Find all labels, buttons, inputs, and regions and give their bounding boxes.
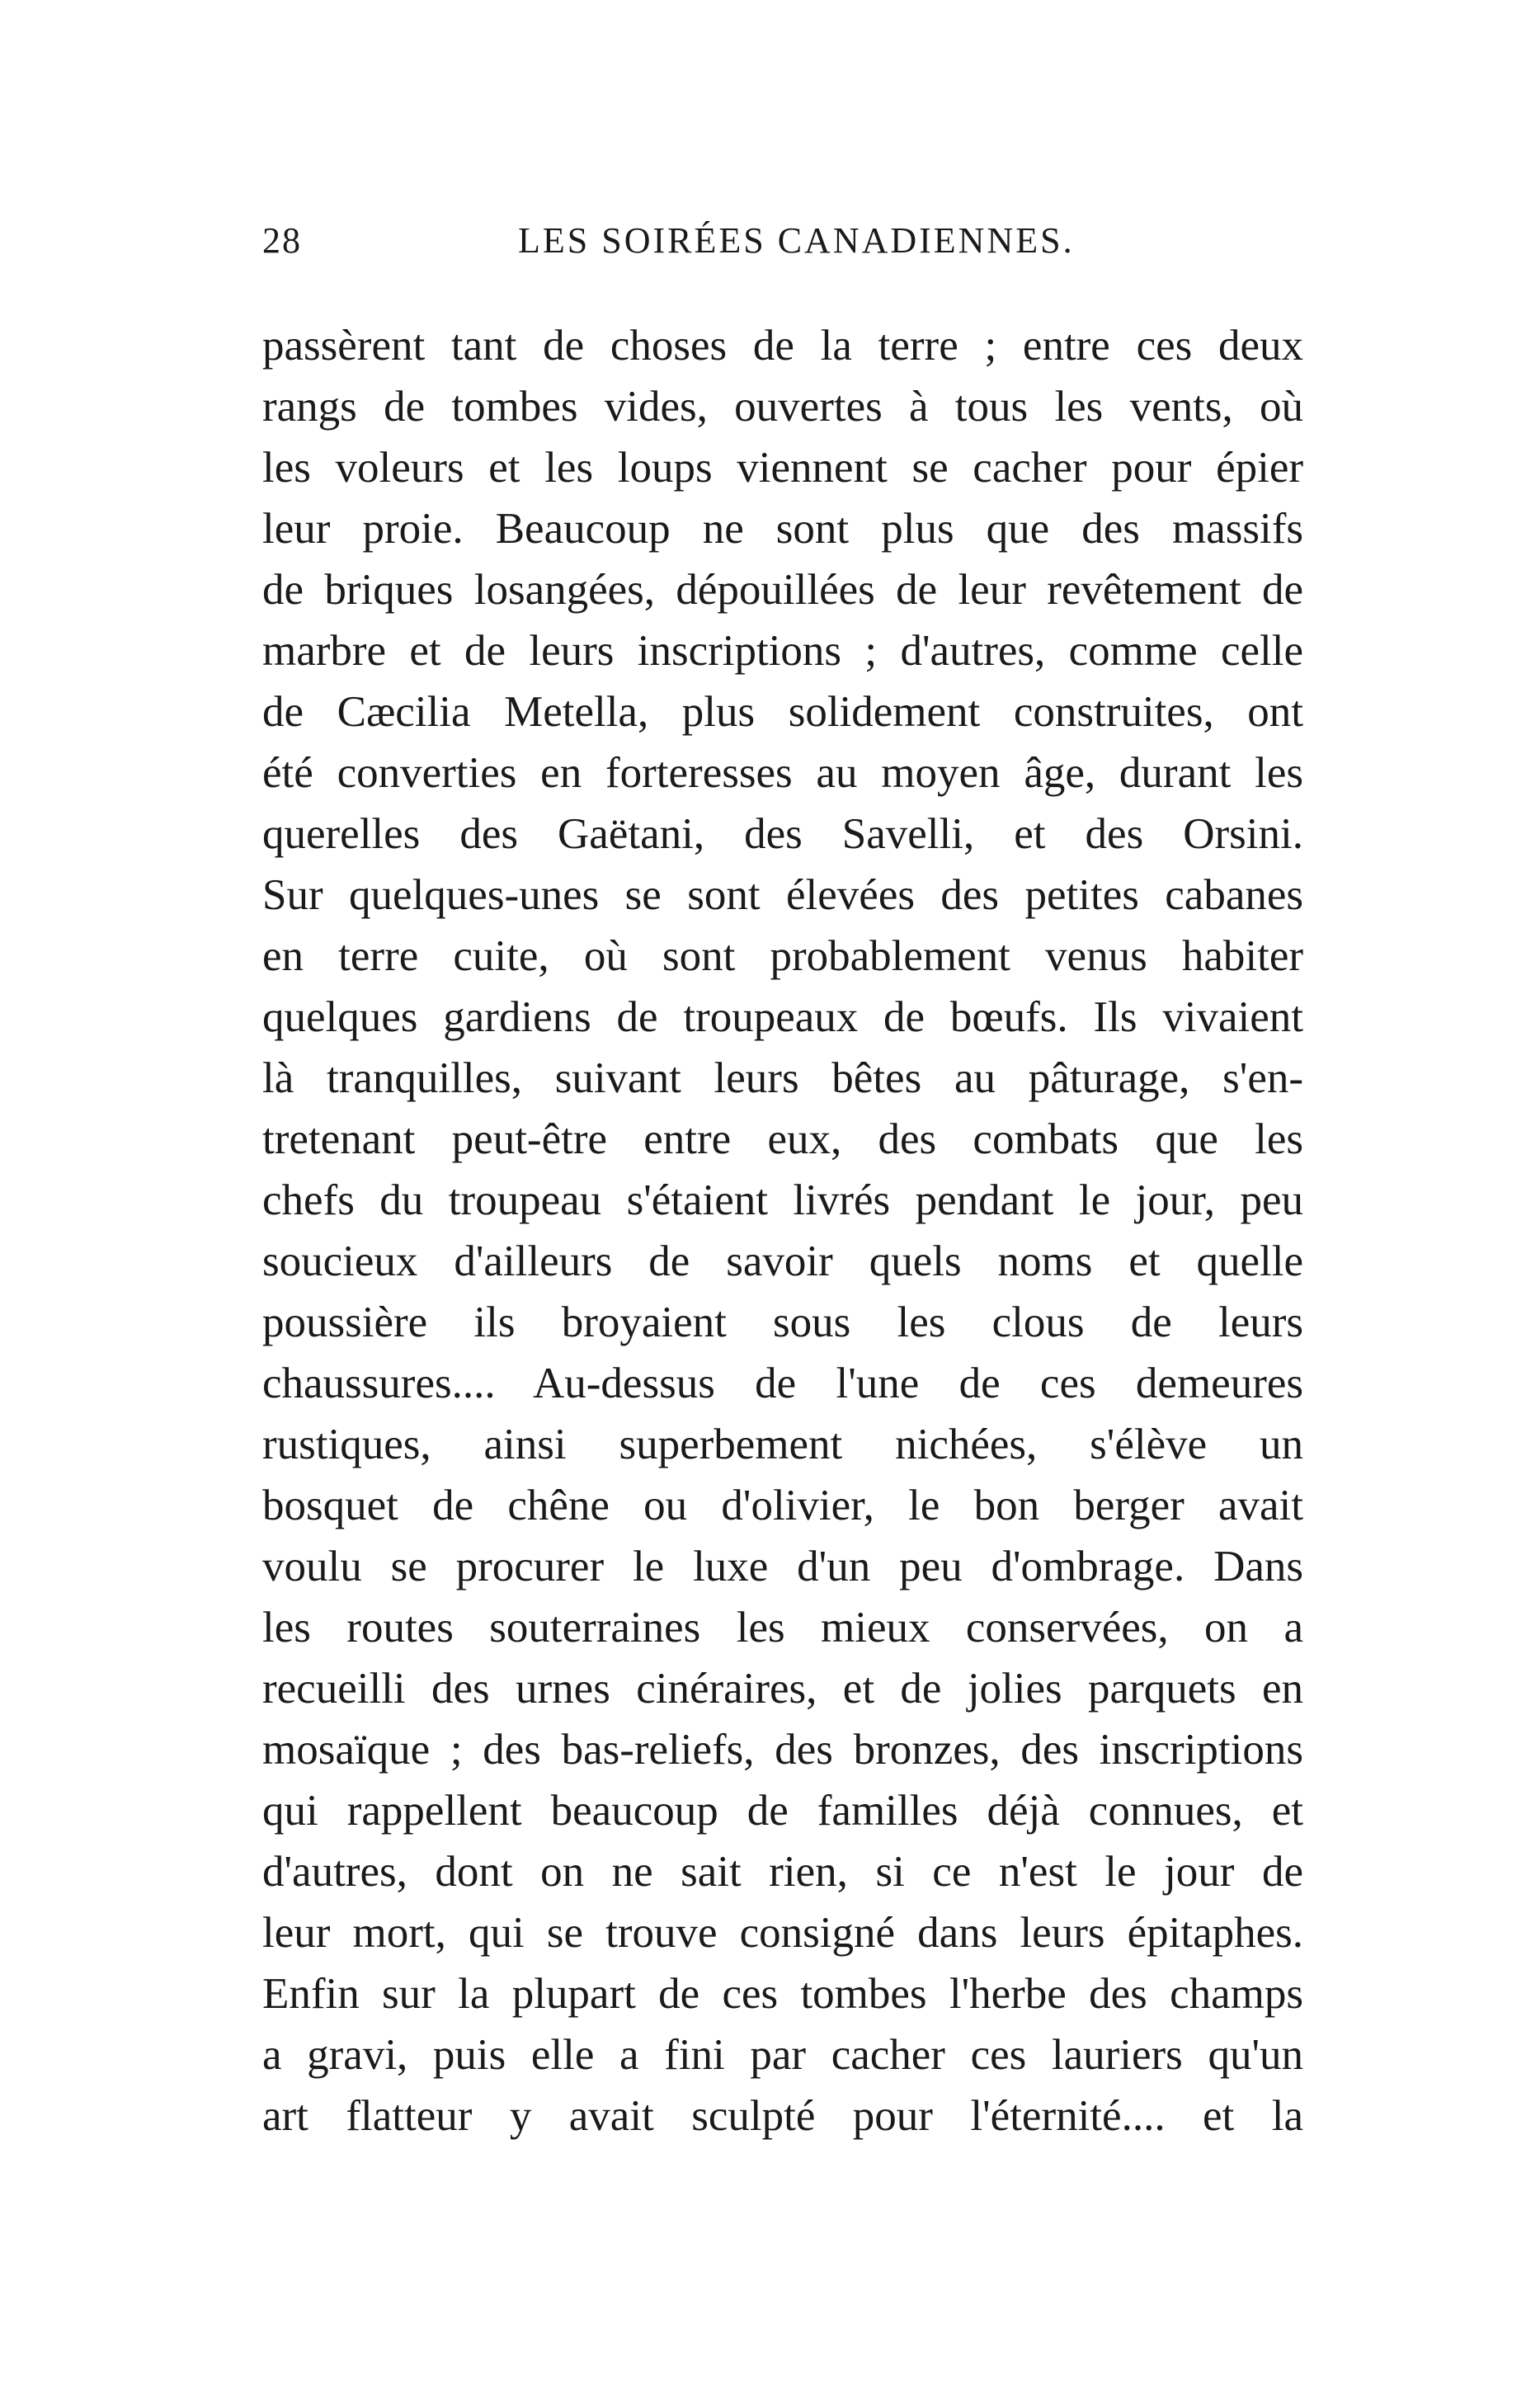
text-line: mosaïque ; des bas-reliefs, des bronzes, des inscriptions bbox=[262, 1726, 1303, 1774]
text-line: les voleurs et les loups viennent se cacher pour épier bbox=[262, 444, 1303, 492]
text-line: passèrent tant de choses de la terre ; entre ces deux bbox=[262, 322, 1303, 370]
text-line: de Cæcilia Metella, plus solidement construites, ont bbox=[262, 688, 1303, 736]
page-number: 28 bbox=[262, 220, 302, 261]
text-line: en terre cuite, où sont probablement venus habiter bbox=[262, 932, 1303, 980]
text-line: querelles des Gaëtani, des Savelli, et des Orsini. bbox=[262, 810, 1303, 858]
text-line: art flatteur y avait sculpté pour l'éternité.... et la bbox=[262, 2092, 1303, 2140]
text-line: tretenant peut-être entre eux, des combats que les bbox=[262, 1115, 1303, 1163]
text-line: rangs de tombes vides, ouvertes à tous les vents, où bbox=[262, 383, 1303, 431]
text-line: de briques losangées, dépouillées de leur revêtement de bbox=[262, 566, 1303, 614]
running-head bbox=[262, 216, 1303, 266]
text-line: qui rappellent beaucoup de familles déjà connues, et bbox=[262, 1787, 1303, 1835]
text-line: d'autres, dont on ne sait rien, si ce n'est le jour de bbox=[262, 1848, 1303, 1896]
text-line: Sur quelques-unes se sont élevées des petites cabanes bbox=[262, 871, 1303, 919]
text-line: marbre et de leurs inscriptions ; d'autres, comme celle bbox=[262, 627, 1303, 675]
text-line: quelques gardiens de troupeaux de bœufs. Ils vivaient bbox=[262, 993, 1303, 1041]
text-line: leur mort, qui se trouve consigné dans leurs épitaphes. bbox=[262, 1909, 1303, 1957]
text-line: chefs du troupeau s'étaient livrés pendant le jour, peu bbox=[262, 1176, 1303, 1224]
text-line: soucieux d'ailleurs de savoir quels noms et quelle bbox=[262, 1237, 1303, 1285]
text-line: voulu se procurer le luxe d'un peu d'ombrage. Dans bbox=[262, 1543, 1303, 1590]
text-line: bosquet de chêne ou d'olivier, le bon berger avait bbox=[262, 1482, 1303, 1529]
running-title: LES SOIRÉES CANADIENNES. bbox=[518, 220, 1075, 261]
text-line: a gravi, puis elle a fini par cacher ces lauriers qu'un bbox=[262, 2031, 1303, 2079]
text-line: là tranquilles, suivant leurs bêtes au pâturage, s'en- bbox=[262, 1054, 1303, 1102]
text-line: recueilli des urnes cinéraires, et de jolies parquets en bbox=[262, 1665, 1303, 1713]
text-line: les routes souterraines les mieux conservées, on a bbox=[262, 1604, 1303, 1652]
text-line: leur proie. Beaucoup ne sont plus que des massifs bbox=[262, 505, 1303, 553]
text-line: été converties en forteresses au moyen âge, durant les bbox=[262, 749, 1303, 797]
text-line: Enfin sur la plupart de ces tombes l'herbe des champs bbox=[262, 1970, 1303, 2018]
body-text bbox=[262, 315, 1303, 2146]
text-line: rustiques, ainsi superbement nichées, s'élève un bbox=[262, 1421, 1303, 1468]
text-line: poussière ils broyaient sous les clous de leurs bbox=[262, 1298, 1303, 1346]
text-line: chaussures.... Au-dessus de l'une de ces demeures bbox=[262, 1360, 1303, 1407]
